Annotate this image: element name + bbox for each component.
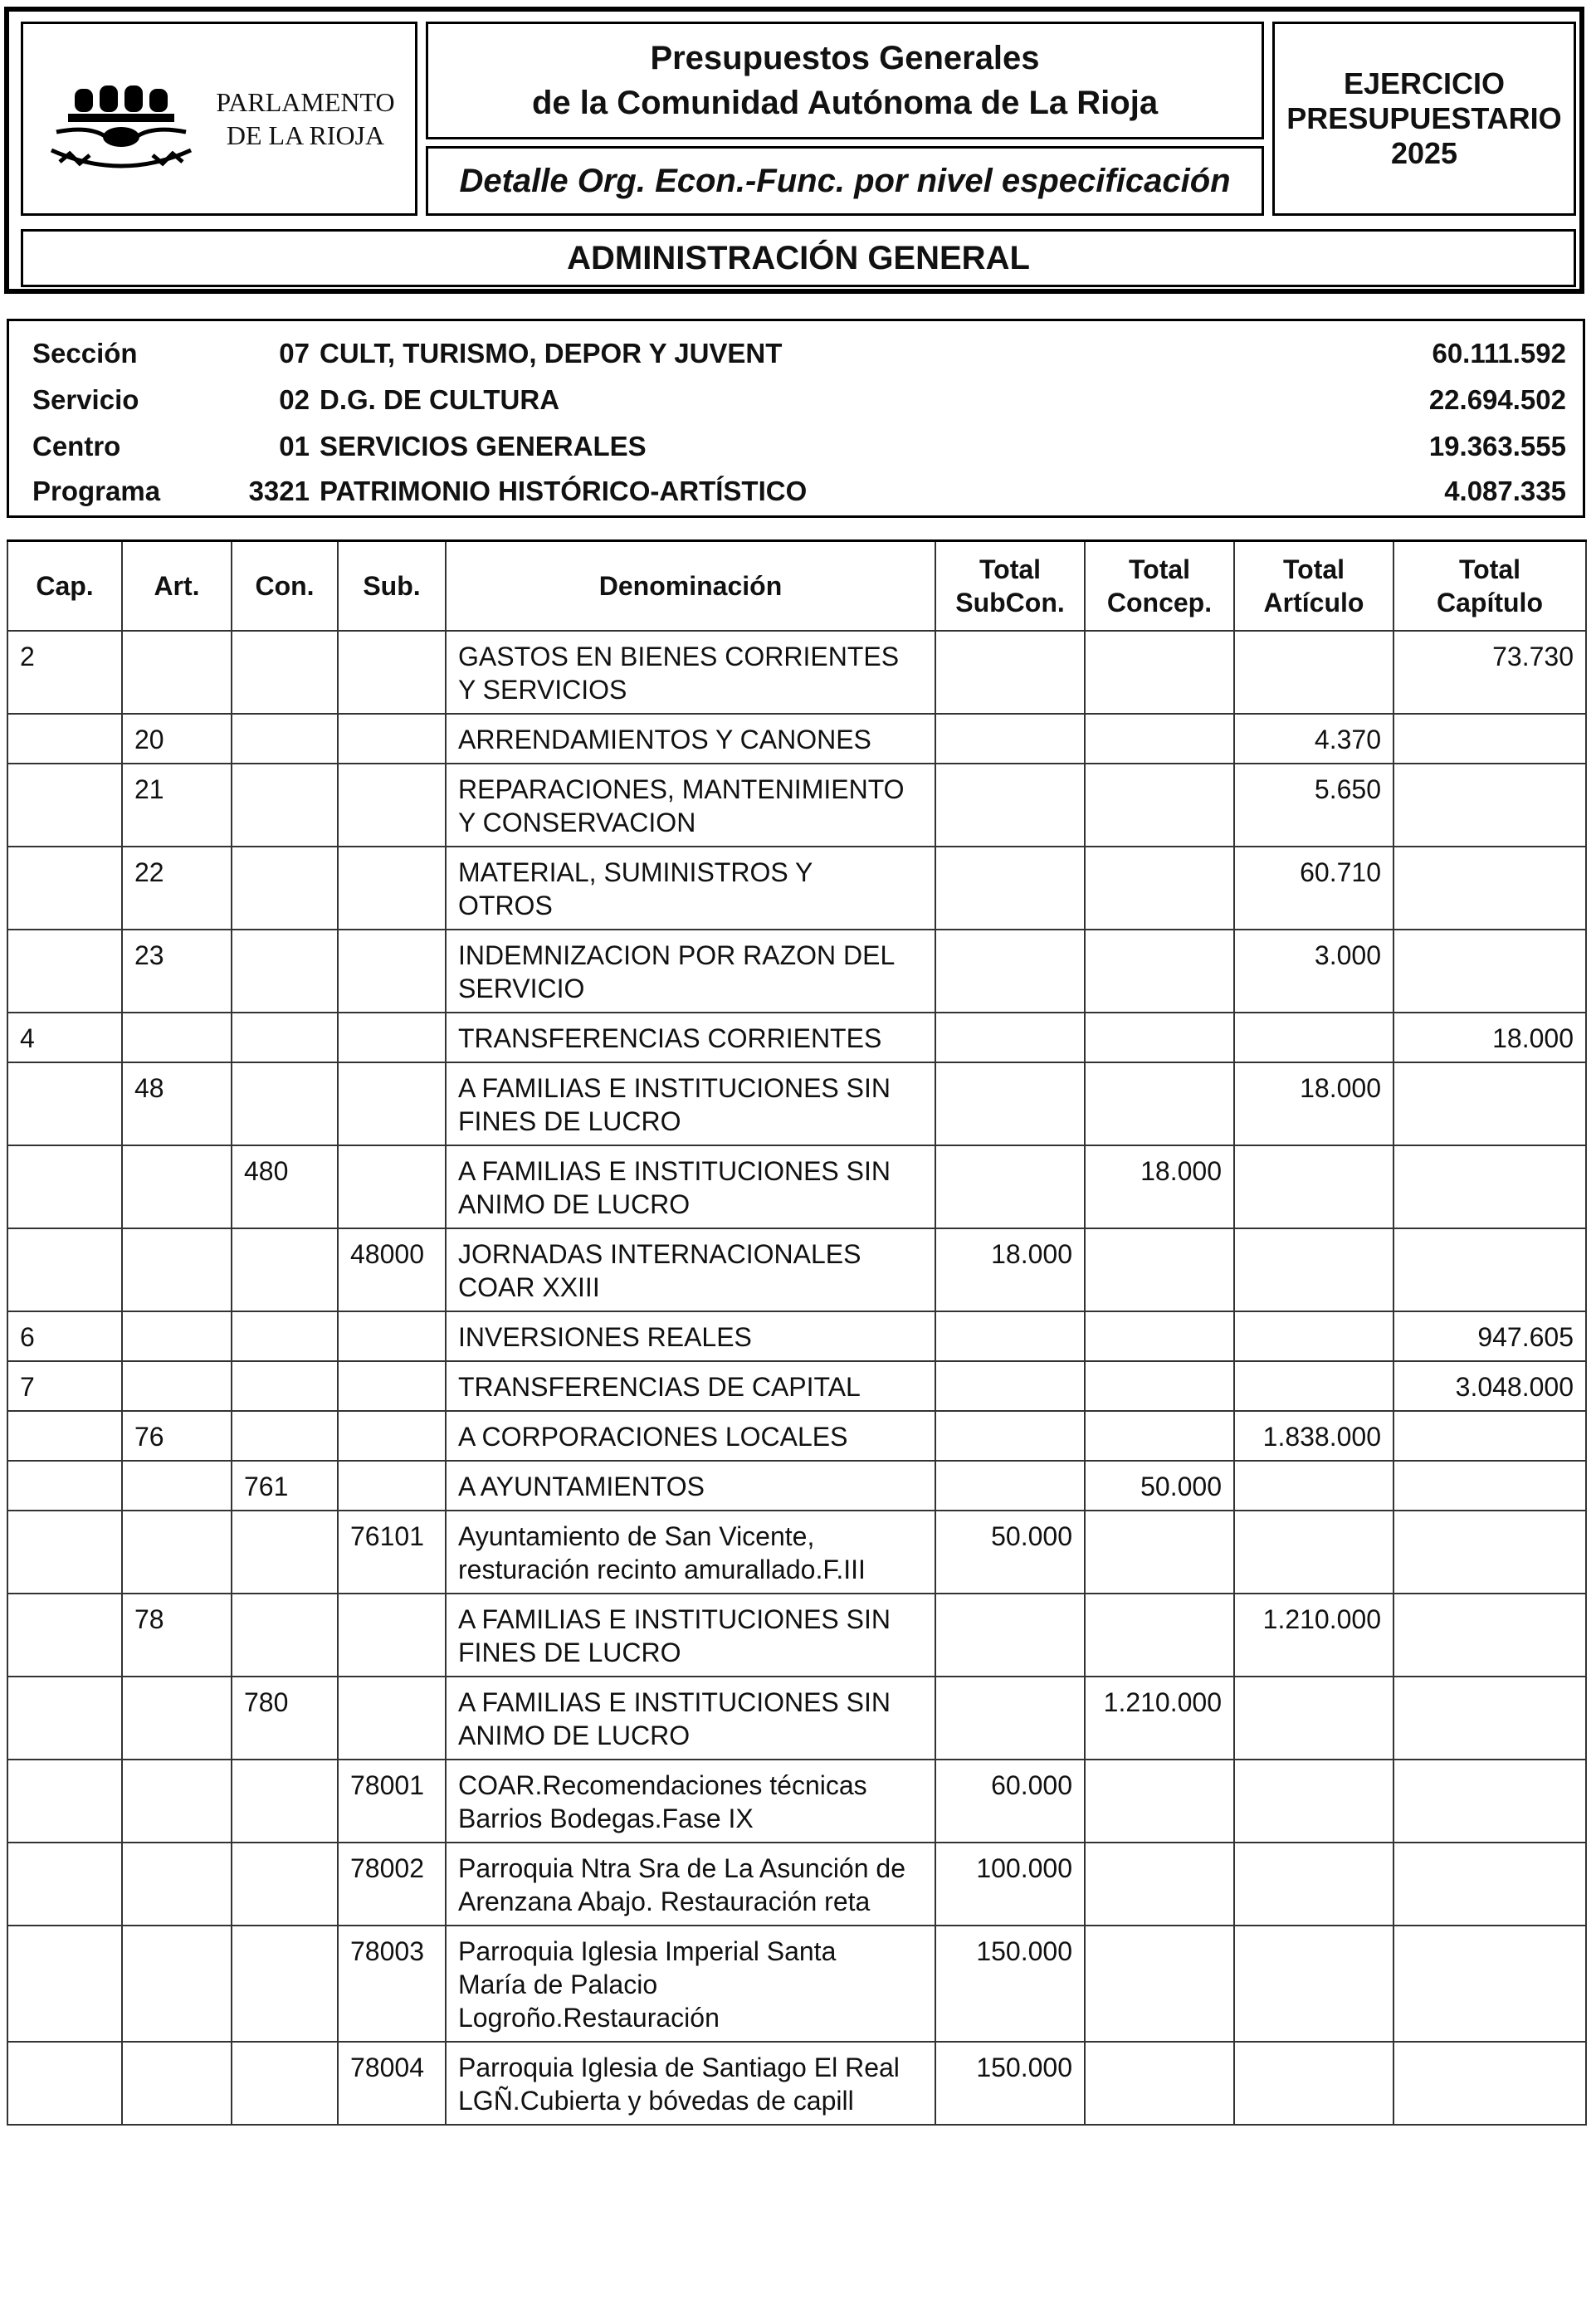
cell-denominacion <box>446 1062 935 1145</box>
cell-denominacion <box>446 631 935 714</box>
cell-total-concep <box>1085 930 1234 1013</box>
info-label: Centro <box>32 431 121 461</box>
cell-art <box>122 631 232 714</box>
denominacion-line: FINES DE LUCRO <box>458 1637 681 1667</box>
document-title-line: Presupuestos Generales <box>650 40 1040 76</box>
info-name: PATRIMONIO HISTÓRICO-ARTÍSTICO <box>320 476 808 506</box>
cell-total-subcon <box>935 764 1085 847</box>
parliament-name <box>206 85 405 152</box>
denominacion-line: ARRENDAMIENTOS Y CANONES <box>458 724 871 754</box>
cell-total-capitulo <box>1393 1411 1586 1461</box>
cell-denominacion <box>446 1013 935 1062</box>
denominacion-line: MATERIAL, SUMINISTROS Y <box>458 857 813 887</box>
cell-total-capitulo <box>1393 1843 1586 1926</box>
document-title-line: de la Comunidad Autónoma de La Rioja <box>531 85 1159 121</box>
cell-cap <box>7 847 122 930</box>
cell-con <box>232 1594 338 1677</box>
cell-total-articulo <box>1234 1926 1393 2042</box>
cell-art <box>122 1677 232 1760</box>
info-name: SERVICIOS GENERALES <box>320 431 647 461</box>
cell-total-capitulo <box>1393 1677 1586 1760</box>
cell-sub <box>338 1062 446 1145</box>
document-header <box>4 7 1584 294</box>
header-cap: Cap. <box>7 541 122 631</box>
table-row <box>7 1062 1586 1145</box>
info-code: 07 <box>279 338 310 369</box>
cell-con: 480 <box>232 1145 338 1228</box>
cell-total-subcon <box>935 1311 1085 1361</box>
cell-denominacion <box>446 930 935 1013</box>
cell-sub <box>338 930 446 1013</box>
cell-total-subcon: 60.000 <box>935 1760 1085 1843</box>
cell-cap <box>7 1062 122 1145</box>
cell-cap: 4 <box>7 1013 122 1062</box>
cell-sub <box>338 1411 446 1461</box>
cell-denominacion <box>446 764 935 847</box>
cell-con <box>232 631 338 714</box>
cell-total-concep <box>1085 1013 1234 1062</box>
header-line: Total <box>1128 554 1191 584</box>
cell-total-subcon <box>935 714 1085 764</box>
cell-total-articulo <box>1234 1760 1393 1843</box>
cell-art: 22 <box>122 847 232 930</box>
denominacion-line: REPARACIONES, MANTENIMIENTO <box>458 774 905 804</box>
cell-total-capitulo <box>1393 1228 1586 1311</box>
table-row <box>7 1594 1586 1677</box>
cell-total-capitulo <box>1393 1145 1586 1228</box>
cell-sub <box>338 1461 446 1511</box>
denominacion-line: Barrios Bodegas.Fase IX <box>458 1803 754 1833</box>
budget-detail-table <box>7 539 1587 2126</box>
denominacion-line: Y CONSERVACION <box>458 807 696 837</box>
header-line: Total <box>979 554 1042 584</box>
denominacion-line: COAR.Recomendaciones técnicas <box>458 1769 867 1800</box>
info-code: 02 <box>279 384 310 415</box>
denominacion-line: SERVICIO <box>458 973 585 1003</box>
cell-art <box>122 1926 232 2042</box>
document-subtitle: Detalle Org. Econ.-Func. por nivel especificación <box>459 162 1231 199</box>
table-row <box>7 1677 1586 1760</box>
cell-con <box>232 1411 338 1461</box>
header-art: Art. <box>122 541 232 631</box>
cell-total-subcon <box>935 1677 1085 1760</box>
cell-art <box>122 1843 232 1926</box>
info-row-programa <box>9 469 1583 512</box>
cell-total-articulo <box>1234 1228 1393 1311</box>
denominacion-line: María de Palacio <box>458 1969 658 1999</box>
denominacion-line: INDEMNIZACION POR RAZON DEL <box>458 940 896 970</box>
info-amount: 4.087.335 <box>1444 476 1566 506</box>
info-amount: 22.694.502 <box>1428 384 1566 415</box>
cell-denominacion <box>446 1926 935 2042</box>
denominacion-line: A AYUNTAMIENTOS <box>458 1471 705 1501</box>
title-box <box>426 22 1264 139</box>
parliament-name-line: DE LA RIOJA <box>226 120 385 150</box>
cell-sub <box>338 714 446 764</box>
header-line: SubCon. <box>955 587 1065 617</box>
cell-total-articulo: 1.838.000 <box>1234 1411 1393 1461</box>
cell-cap <box>7 1926 122 2042</box>
cell-total-articulo <box>1234 2042 1393 2125</box>
budget-classification-box <box>7 319 1585 518</box>
cell-sub: 78003 <box>338 1926 446 2042</box>
cell-total-subcon <box>935 930 1085 1013</box>
cell-con <box>232 1228 338 1311</box>
table-row <box>7 1760 1586 1843</box>
cell-total-capitulo: 73.730 <box>1393 631 1586 714</box>
cell-total-capitulo <box>1393 1760 1586 1843</box>
table-row <box>7 1361 1586 1411</box>
denominacion-line: Y SERVICIOS <box>458 674 627 705</box>
cell-cap <box>7 714 122 764</box>
table-header-row <box>7 541 1586 631</box>
header-line: Artículo <box>1263 587 1364 617</box>
cell-cap <box>7 1760 122 1843</box>
cell-total-subcon <box>935 1461 1085 1511</box>
table-row <box>7 1461 1586 1511</box>
cell-sub: 76101 <box>338 1511 446 1594</box>
cell-con <box>232 764 338 847</box>
cell-art <box>122 1013 232 1062</box>
cell-total-subcon <box>935 1062 1085 1145</box>
cell-con <box>232 1926 338 2042</box>
cell-total-concep <box>1085 631 1234 714</box>
cell-sub <box>338 1013 446 1062</box>
cell-sub: 78002 <box>338 1843 446 1926</box>
table-row <box>7 1013 1586 1062</box>
table-row <box>7 1843 1586 1926</box>
cell-con <box>232 2042 338 2125</box>
cell-con <box>232 1062 338 1145</box>
cell-cap <box>7 930 122 1013</box>
header-line: Concep. <box>1106 587 1213 617</box>
cell-denominacion <box>446 1361 935 1411</box>
table-row <box>7 1411 1586 1461</box>
cell-denominacion <box>446 1511 935 1594</box>
cell-sub <box>338 1311 446 1361</box>
cell-cap <box>7 1411 122 1461</box>
cell-total-articulo: 5.650 <box>1234 764 1393 847</box>
cell-sub <box>338 1361 446 1411</box>
cell-cap: 6 <box>7 1311 122 1361</box>
parliament-name-line: PARLAMENTO <box>216 87 395 117</box>
cell-total-subcon <box>935 1411 1085 1461</box>
parliament-logo-icon <box>40 71 206 187</box>
cell-total-articulo <box>1234 1311 1393 1361</box>
info-label: Sección <box>32 338 138 369</box>
denominacion-line: FINES DE LUCRO <box>458 1106 681 1136</box>
cell-denominacion <box>446 1760 935 1843</box>
cell-total-capitulo <box>1393 2042 1586 2125</box>
cell-con <box>232 1013 338 1062</box>
cell-total-articulo <box>1234 1461 1393 1511</box>
table-row <box>7 930 1586 1013</box>
info-row-centro <box>9 424 1583 467</box>
cell-denominacion <box>446 847 935 930</box>
cell-total-concep <box>1085 1411 1234 1461</box>
denominacion-line: ANIMO DE LUCRO <box>458 1189 691 1219</box>
cell-art <box>122 1228 232 1311</box>
cell-cap <box>7 1461 122 1511</box>
cell-total-concep <box>1085 1594 1234 1677</box>
cell-total-concep <box>1085 2042 1234 2125</box>
cell-total-articulo: 3.000 <box>1234 930 1393 1013</box>
cell-total-subcon: 150.000 <box>935 1926 1085 2042</box>
cell-total-subcon: 100.000 <box>935 1843 1085 1926</box>
administration-title: ADMINISTRACIÓN GENERAL <box>567 239 1030 276</box>
cell-denominacion <box>446 1677 935 1760</box>
cell-sub <box>338 1594 446 1677</box>
table-row <box>7 714 1586 764</box>
cell-con <box>232 714 338 764</box>
cell-denominacion <box>446 1145 935 1228</box>
cell-denominacion <box>446 1311 935 1361</box>
header-line: Total <box>1282 554 1345 584</box>
denominacion-line: ANIMO DE LUCRO <box>458 1720 691 1750</box>
denominacion-line: INVERSIONES REALES <box>458 1321 752 1352</box>
cell-total-capitulo: 18.000 <box>1393 1013 1586 1062</box>
header-total-subcon <box>935 541 1085 631</box>
table-row <box>7 2042 1586 2125</box>
cell-denominacion <box>446 1411 935 1461</box>
table-row <box>7 1145 1586 1228</box>
cell-total-capitulo <box>1393 847 1586 930</box>
info-amount: 60.111.592 <box>1432 338 1566 369</box>
cell-denominacion <box>446 1843 935 1926</box>
denominacion-line: JORNADAS INTERNACIONALES <box>458 1238 861 1269</box>
header-sub: Sub. <box>338 541 446 631</box>
cell-art <box>122 1311 232 1361</box>
cell-cap <box>7 2042 122 2125</box>
cell-total-subcon: 18.000 <box>935 1228 1085 1311</box>
info-row-servicio <box>9 378 1583 421</box>
cell-art <box>122 1361 232 1411</box>
cell-total-articulo: 18.000 <box>1234 1062 1393 1145</box>
cell-total-subcon: 150.000 <box>935 2042 1085 2125</box>
cell-cap: 7 <box>7 1361 122 1411</box>
cell-total-articulo <box>1234 1843 1393 1926</box>
denominacion-line: GASTOS EN BIENES CORRIENTES <box>458 641 900 671</box>
cell-art <box>122 1511 232 1594</box>
table-row <box>7 847 1586 930</box>
denominacion-line: A FAMILIAS E INSTITUCIONES SIN <box>458 1687 891 1717</box>
denominacion-line: Ayuntamiento de San Vicente, <box>458 1521 815 1551</box>
cell-total-capitulo <box>1393 1926 1586 2042</box>
cell-art: 78 <box>122 1594 232 1677</box>
cell-total-subcon <box>935 847 1085 930</box>
cell-total-concep <box>1085 1511 1234 1594</box>
info-name: CULT, TURISMO, DEPOR Y JUVENT <box>320 338 783 369</box>
cell-total-concep <box>1085 764 1234 847</box>
cell-con <box>232 1760 338 1843</box>
fiscal-year-line: PRESUPUESTARIO <box>1286 101 1562 135</box>
cell-total-capitulo <box>1393 930 1586 1013</box>
cell-total-concep: 50.000 <box>1085 1461 1234 1511</box>
cell-sub <box>338 1677 446 1760</box>
cell-total-subcon <box>935 1594 1085 1677</box>
administration-box <box>21 229 1576 287</box>
denominacion-line: TRANSFERENCIAS CORRIENTES <box>458 1023 882 1053</box>
cell-total-concep <box>1085 1311 1234 1361</box>
info-code: 3321 <box>248 476 310 506</box>
header-total-concep <box>1085 541 1234 631</box>
cell-total-capitulo: 947.605 <box>1393 1311 1586 1361</box>
cell-art <box>122 1760 232 1843</box>
cell-sub: 48000 <box>338 1228 446 1311</box>
cell-total-articulo: 1.210.000 <box>1234 1594 1393 1677</box>
table-row <box>7 764 1586 847</box>
info-name: D.G. DE CULTURA <box>320 384 560 415</box>
table-row <box>7 1228 1586 1311</box>
cell-con <box>232 930 338 1013</box>
cell-total-concep: 18.000 <box>1085 1145 1234 1228</box>
cell-art: 23 <box>122 930 232 1013</box>
header-total-capitulo <box>1393 541 1586 631</box>
denominacion-line: A FAMILIAS E INSTITUCIONES SIN <box>458 1155 891 1186</box>
cell-cap <box>7 764 122 847</box>
cell-total-articulo: 60.710 <box>1234 847 1393 930</box>
cell-denominacion <box>446 1461 935 1511</box>
cell-denominacion <box>446 1594 935 1677</box>
cell-con <box>232 1361 338 1411</box>
cell-art <box>122 1461 232 1511</box>
header-denominacion: Denominación <box>446 541 935 631</box>
table-row <box>7 1311 1586 1361</box>
cell-cap <box>7 1843 122 1926</box>
cell-total-articulo <box>1234 1677 1393 1760</box>
info-label: Programa <box>32 476 161 506</box>
info-label: Servicio <box>32 384 139 415</box>
cell-con <box>232 847 338 930</box>
cell-con: 761 <box>232 1461 338 1511</box>
cell-art <box>122 1145 232 1228</box>
cell-sub <box>338 847 446 930</box>
cell-art <box>122 2042 232 2125</box>
cell-total-capitulo: 3.048.000 <box>1393 1361 1586 1411</box>
header-total-articulo <box>1234 541 1393 631</box>
cell-total-concep <box>1085 714 1234 764</box>
cell-art: 76 <box>122 1411 232 1461</box>
cell-cap <box>7 1594 122 1677</box>
denominacion-line: Parroquia Iglesia Imperial Santa <box>458 1935 837 1966</box>
denominacion-line: Logroño.Restauración <box>458 2002 720 2033</box>
cell-sub: 78004 <box>338 2042 446 2125</box>
denominacion-line: Arenzana Abajo. Restauración reta <box>458 1886 871 1916</box>
cell-art: 20 <box>122 714 232 764</box>
cell-total-concep <box>1085 1062 1234 1145</box>
denominacion-line: A FAMILIAS E INSTITUCIONES SIN <box>458 1072 891 1103</box>
fiscal-year-line: EJERCICIO <box>1343 66 1506 100</box>
cell-denominacion <box>446 714 935 764</box>
denominacion-line: Parroquia Ntra Sra de La Asunción de <box>458 1852 905 1883</box>
cell-sub: 78001 <box>338 1760 446 1843</box>
cell-total-concep <box>1085 847 1234 930</box>
cell-cap <box>7 1145 122 1228</box>
cell-total-articulo <box>1234 1145 1393 1228</box>
cell-con: 780 <box>232 1677 338 1760</box>
fiscal-year-box <box>1272 22 1576 216</box>
cell-sub <box>338 764 446 847</box>
cell-total-subcon <box>935 1361 1085 1411</box>
cell-total-capitulo <box>1393 764 1586 847</box>
cell-denominacion <box>446 2042 935 2125</box>
cell-total-concep <box>1085 1228 1234 1311</box>
cell-cap <box>7 1511 122 1594</box>
cell-total-articulo: 4.370 <box>1234 714 1393 764</box>
cell-total-concep <box>1085 1843 1234 1926</box>
denominacion-line: A CORPORACIONES LOCALES <box>458 1421 848 1452</box>
cell-con <box>232 1511 338 1594</box>
cell-total-concep: 1.210.000 <box>1085 1677 1234 1760</box>
cell-total-capitulo <box>1393 1461 1586 1511</box>
cell-sub <box>338 631 446 714</box>
cell-total-capitulo <box>1393 714 1586 764</box>
cell-total-subcon <box>935 1145 1085 1228</box>
denominacion-line: LGÑ.Cubierta y bóvedas de capill <box>458 2085 854 2116</box>
subtitle-box <box>426 146 1264 216</box>
cell-total-subcon <box>935 1013 1085 1062</box>
header-line: Total <box>1458 554 1521 584</box>
cell-total-concep <box>1085 1760 1234 1843</box>
info-code: 01 <box>279 431 310 461</box>
table-row <box>7 1926 1586 2042</box>
cell-total-concep <box>1085 1926 1234 2042</box>
cell-sub <box>338 1145 446 1228</box>
cell-denominacion <box>446 1228 935 1311</box>
cell-total-articulo <box>1234 1361 1393 1411</box>
cell-cap <box>7 1228 122 1311</box>
denominacion-line: TRANSFERENCIAS DE CAPITAL <box>458 1371 861 1402</box>
denominacion-line: COAR XXIII <box>458 1272 600 1302</box>
denominacion-line: Parroquia Iglesia de Santiago El Real <box>458 2052 900 2082</box>
denominacion-line: resturación recinto amurallado.F.III <box>458 1554 866 1584</box>
header-line: Capítulo <box>1437 587 1543 617</box>
cell-total-capitulo <box>1393 1594 1586 1677</box>
cell-total-subcon: 50.000 <box>935 1511 1085 1594</box>
header-con: Con. <box>232 541 338 631</box>
table-row <box>7 1511 1586 1594</box>
cell-art: 21 <box>122 764 232 847</box>
cell-total-subcon <box>935 631 1085 714</box>
cell-con <box>232 1843 338 1926</box>
cell-total-articulo <box>1234 1013 1393 1062</box>
fiscal-year-value: 2025 <box>1390 136 1458 170</box>
cell-total-concep <box>1085 1361 1234 1411</box>
cell-art: 48 <box>122 1062 232 1145</box>
denominacion-line: A FAMILIAS E INSTITUCIONES SIN <box>458 1604 891 1634</box>
cell-cap: 2 <box>7 631 122 714</box>
cell-total-articulo <box>1234 1511 1393 1594</box>
table-body <box>7 631 1586 2125</box>
info-amount: 19.363.555 <box>1428 431 1566 461</box>
info-row-seccion <box>9 331 1583 374</box>
cell-con <box>232 1311 338 1361</box>
cell-cap <box>7 1677 122 1760</box>
logo-box <box>21 22 417 216</box>
cell-total-capitulo <box>1393 1062 1586 1145</box>
cell-total-capitulo <box>1393 1511 1586 1594</box>
cell-total-articulo <box>1234 631 1393 714</box>
denominacion-line: OTROS <box>458 890 553 920</box>
table-row <box>7 631 1586 714</box>
